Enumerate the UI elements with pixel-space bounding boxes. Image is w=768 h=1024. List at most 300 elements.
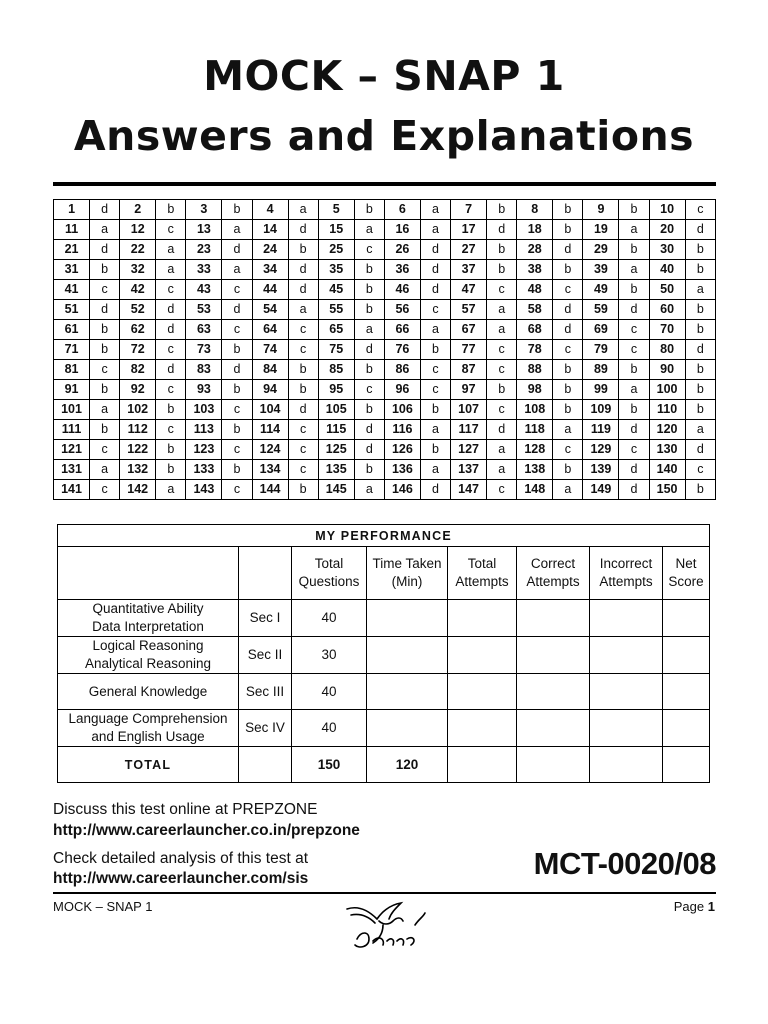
question-number: 46 <box>384 280 420 300</box>
answer-option: b <box>90 340 120 360</box>
answer-row <box>54 340 716 360</box>
discuss-text: Discuss this test online at PREPZONE <box>53 801 318 818</box>
questions-count: 40 <box>292 600 367 637</box>
answer-option: d <box>420 280 450 300</box>
question-number: 48 <box>517 280 553 300</box>
answer-option: a <box>619 260 649 280</box>
answer-row <box>54 420 716 440</box>
answer-row <box>54 220 716 240</box>
answer-option: b <box>685 480 715 500</box>
answer-option: c <box>619 440 649 460</box>
question-number: 110 <box>649 400 685 420</box>
answer-option: c <box>487 340 517 360</box>
question-number: 113 <box>186 420 222 440</box>
question-number: 42 <box>120 280 156 300</box>
answer-option: b <box>553 220 583 240</box>
question-number: 124 <box>252 440 288 460</box>
question-number: 115 <box>318 420 354 440</box>
area-label: Quantitative Ability Data Interpretation <box>58 600 239 637</box>
answer-option: d <box>354 440 384 460</box>
answer-option: d <box>487 220 517 240</box>
score-cell <box>663 600 710 637</box>
question-number: 140 <box>649 460 685 480</box>
answer-option: c <box>288 420 318 440</box>
question-number: 102 <box>120 400 156 420</box>
answer-option: b <box>156 460 186 480</box>
question-number: 123 <box>186 440 222 460</box>
question-number: 39 <box>583 260 619 280</box>
area-label: General Knowledge <box>58 674 239 710</box>
attempts-cell <box>448 637 517 674</box>
question-number: 126 <box>384 440 420 460</box>
question-number: 8 <box>517 200 553 220</box>
question-number: 142 <box>120 480 156 500</box>
answer-option: d <box>90 240 120 260</box>
answer-option: c <box>420 300 450 320</box>
question-number: 89 <box>583 360 619 380</box>
question-number: 78 <box>517 340 553 360</box>
correct-attempts-header: Correct Attempts <box>517 547 590 600</box>
questions-count: 40 <box>292 674 367 710</box>
question-number: 11 <box>54 220 90 240</box>
question-number: 18 <box>517 220 553 240</box>
question-number: 17 <box>451 220 487 240</box>
score-cell <box>663 637 710 674</box>
question-number: 73 <box>186 340 222 360</box>
answer-option: a <box>288 300 318 320</box>
answer-option: c <box>90 440 120 460</box>
question-number: 23 <box>186 240 222 260</box>
answer-row <box>54 360 716 380</box>
top-divider <box>53 182 716 186</box>
answer-option: c <box>487 480 517 500</box>
question-number: 82 <box>120 360 156 380</box>
answer-option: c <box>619 320 649 340</box>
answer-option: c <box>288 340 318 360</box>
question-number: 96 <box>384 380 420 400</box>
answer-option: b <box>420 400 450 420</box>
answer-row <box>54 300 716 320</box>
answer-option: b <box>619 360 649 380</box>
perf-row-sec-1 <box>58 600 710 637</box>
answer-option: c <box>354 380 384 400</box>
answer-option: b <box>288 480 318 500</box>
question-number: 68 <box>517 320 553 340</box>
question-number: 51 <box>54 300 90 320</box>
answer-option: d <box>222 300 252 320</box>
question-number: 114 <box>252 420 288 440</box>
answer-option: d <box>354 340 384 360</box>
answer-row <box>54 280 716 300</box>
question-number: 29 <box>583 240 619 260</box>
answer-option: a <box>222 260 252 280</box>
question-number: 97 <box>451 380 487 400</box>
attempts-cell <box>448 710 517 747</box>
sis-link[interactable]: http://www.careerlauncher.com/sis <box>53 870 309 887</box>
answer-option: d <box>156 300 186 320</box>
incorrect-attempts-header: Incorrect Attempts <box>590 547 663 600</box>
answer-option: c <box>222 480 252 500</box>
question-number: 117 <box>451 420 487 440</box>
question-number: 77 <box>451 340 487 360</box>
answer-option: b <box>553 400 583 420</box>
question-number: 150 <box>649 480 685 500</box>
question-number: 16 <box>384 220 420 240</box>
answer-option: d <box>685 220 715 240</box>
question-number: 131 <box>54 460 90 480</box>
answer-option: a <box>222 220 252 240</box>
question-number: 22 <box>120 240 156 260</box>
answer-option: b <box>90 260 120 280</box>
answer-option: d <box>619 420 649 440</box>
time-taken-header: Time Taken (Min) <box>367 547 448 600</box>
answer-option: d <box>553 240 583 260</box>
incorrect-cell <box>590 600 663 637</box>
total-questions: 150 <box>292 747 367 783</box>
question-number: 35 <box>318 260 354 280</box>
answer-option: a <box>354 480 384 500</box>
question-number: 118 <box>517 420 553 440</box>
correct-cell <box>517 747 590 783</box>
score-cell <box>663 710 710 747</box>
question-number: 30 <box>649 240 685 260</box>
question-number: 83 <box>186 360 222 380</box>
question-number: 55 <box>318 300 354 320</box>
answer-option: b <box>685 400 715 420</box>
question-number: 148 <box>517 480 553 500</box>
answer-option: b <box>288 360 318 380</box>
time-cell <box>367 637 448 674</box>
answer-option: d <box>619 300 649 320</box>
question-number: 138 <box>517 460 553 480</box>
answer-option: a <box>420 460 450 480</box>
question-number: 59 <box>583 300 619 320</box>
answer-option: b <box>487 200 517 220</box>
question-number: 34 <box>252 260 288 280</box>
page-indicator: Page 1 <box>673 899 715 914</box>
answer-option: b <box>685 320 715 340</box>
answer-option: d <box>354 420 384 440</box>
question-number: 62 <box>120 320 156 340</box>
question-number: 80 <box>649 340 685 360</box>
answer-option: a <box>420 420 450 440</box>
question-number: 20 <box>649 220 685 240</box>
question-number: 112 <box>120 420 156 440</box>
answer-option: a <box>487 460 517 480</box>
answer-option: d <box>685 340 715 360</box>
answer-option: b <box>619 400 649 420</box>
answer-option: b <box>222 460 252 480</box>
answer-option: b <box>685 360 715 380</box>
score-cell <box>663 674 710 710</box>
answer-option: b <box>288 380 318 400</box>
answer-option: c <box>288 440 318 460</box>
answer-key-table <box>53 199 716 500</box>
question-number: 125 <box>318 440 354 460</box>
answer-option: c <box>222 400 252 420</box>
incorrect-cell <box>590 747 663 783</box>
answer-option: d <box>487 420 517 440</box>
answer-row <box>54 400 716 420</box>
question-number: 26 <box>384 240 420 260</box>
answer-option: d <box>685 440 715 460</box>
perf-row-sec-4 <box>58 710 710 747</box>
answer-option: a <box>156 240 186 260</box>
time-cell <box>367 600 448 637</box>
answer-option: d <box>222 240 252 260</box>
perf-total-row <box>58 747 710 783</box>
question-number: 86 <box>384 360 420 380</box>
total-label: TOTAL <box>58 747 239 783</box>
question-number: 70 <box>649 320 685 340</box>
questions-count: 40 <box>292 710 367 747</box>
question-number: 120 <box>649 420 685 440</box>
question-number: 57 <box>451 300 487 320</box>
question-number: 47 <box>451 280 487 300</box>
answer-option: c <box>156 420 186 440</box>
answer-option: b <box>354 360 384 380</box>
answer-option: c <box>553 340 583 360</box>
answer-row <box>54 200 716 220</box>
question-number: 119 <box>583 420 619 440</box>
answer-option: d <box>288 400 318 420</box>
answer-option: b <box>222 340 252 360</box>
question-number: 106 <box>384 400 420 420</box>
prepzone-link[interactable]: http://www.careerlauncher.co.in/prepzone <box>53 822 360 839</box>
answer-option: a <box>685 420 715 440</box>
question-number: 71 <box>54 340 90 360</box>
answer-option: a <box>487 300 517 320</box>
question-number: 4 <box>252 200 288 220</box>
answer-option: c <box>685 200 715 220</box>
answer-option: a <box>685 280 715 300</box>
answer-row <box>54 480 716 500</box>
question-number: 147 <box>451 480 487 500</box>
answer-option: c <box>222 320 252 340</box>
question-number: 108 <box>517 400 553 420</box>
question-number: 100 <box>649 380 685 400</box>
total-questions-header: Total Questions <box>292 547 367 600</box>
title-line-1: MOCK – SNAP 1 <box>203 52 565 100</box>
answer-option: d <box>156 360 186 380</box>
area-label: Logical Reasoning Analytical Reasoning <box>58 637 239 674</box>
answer-option: b <box>685 260 715 280</box>
question-number: 116 <box>384 420 420 440</box>
answer-option: b <box>222 380 252 400</box>
footer-doc-title: MOCK – SNAP 1 <box>53 899 153 914</box>
incorrect-cell <box>590 710 663 747</box>
answer-option: d <box>288 220 318 240</box>
question-number: 101 <box>54 400 90 420</box>
incorrect-cell <box>590 637 663 674</box>
answer-option: b <box>288 240 318 260</box>
question-number: 94 <box>252 380 288 400</box>
question-number: 143 <box>186 480 222 500</box>
answer-option: c <box>685 460 715 480</box>
question-number: 141 <box>54 480 90 500</box>
area-label: Language Comprehension and English Usage <box>58 710 239 747</box>
answer-option: a <box>156 480 186 500</box>
question-number: 79 <box>583 340 619 360</box>
question-number: 107 <box>451 400 487 420</box>
attempts-cell <box>448 747 517 783</box>
answer-option: b <box>487 380 517 400</box>
answer-option: c <box>619 340 649 360</box>
question-number: 56 <box>384 300 420 320</box>
question-number: 98 <box>517 380 553 400</box>
question-number: 52 <box>120 300 156 320</box>
area-header <box>58 547 239 600</box>
question-number: 132 <box>120 460 156 480</box>
question-number: 67 <box>451 320 487 340</box>
answer-option: b <box>553 200 583 220</box>
question-number: 90 <box>649 360 685 380</box>
answer-row <box>54 320 716 340</box>
answer-option: b <box>487 260 517 280</box>
answer-option: a <box>619 220 649 240</box>
answer-row <box>54 460 716 480</box>
answer-option: b <box>90 380 120 400</box>
correct-cell <box>517 600 590 637</box>
answer-option: b <box>90 320 120 340</box>
question-number: 144 <box>252 480 288 500</box>
section-label: Sec I <box>239 600 292 637</box>
question-number: 76 <box>384 340 420 360</box>
answer-option: c <box>288 460 318 480</box>
question-number: 36 <box>384 260 420 280</box>
analysis-text: Check detailed analysis of this test at <box>53 850 309 867</box>
question-number: 87 <box>451 360 487 380</box>
question-number: 21 <box>54 240 90 260</box>
answer-option: c <box>420 360 450 380</box>
correct-cell <box>517 710 590 747</box>
question-number: 1 <box>54 200 90 220</box>
answer-option: a <box>90 460 120 480</box>
question-number: 121 <box>54 440 90 460</box>
answer-option: a <box>354 220 384 240</box>
question-number: 74 <box>252 340 288 360</box>
question-number: 14 <box>252 220 288 240</box>
question-number: 85 <box>318 360 354 380</box>
question-number: 139 <box>583 460 619 480</box>
answer-option: a <box>420 320 450 340</box>
question-number: 109 <box>583 400 619 420</box>
question-number: 19 <box>583 220 619 240</box>
question-number: 32 <box>120 260 156 280</box>
answer-option: b <box>156 440 186 460</box>
answer-option: c <box>354 240 384 260</box>
answer-option: d <box>619 460 649 480</box>
question-number: 5 <box>318 200 354 220</box>
answer-option: d <box>619 480 649 500</box>
question-number: 95 <box>318 380 354 400</box>
answer-option: b <box>619 240 649 260</box>
answer-option: d <box>288 260 318 280</box>
answer-option: b <box>354 400 384 420</box>
question-number: 133 <box>186 460 222 480</box>
question-number: 81 <box>54 360 90 380</box>
answer-option: c <box>288 320 318 340</box>
section-label: Sec II <box>239 637 292 674</box>
answer-option: c <box>487 360 517 380</box>
answer-option: b <box>222 200 252 220</box>
question-number: 31 <box>54 260 90 280</box>
question-number: 91 <box>54 380 90 400</box>
question-number: 69 <box>583 320 619 340</box>
answer-option: c <box>90 360 120 380</box>
answer-option: c <box>156 340 186 360</box>
question-number: 129 <box>583 440 619 460</box>
question-number: 111 <box>54 420 90 440</box>
question-number: 53 <box>186 300 222 320</box>
answer-option: a <box>90 220 120 240</box>
answer-option: b <box>90 420 120 440</box>
question-number: 7 <box>451 200 487 220</box>
answer-option: a <box>553 420 583 440</box>
section-label: Sec III <box>239 674 292 710</box>
question-number: 61 <box>54 320 90 340</box>
answer-option: b <box>354 260 384 280</box>
answer-option: b <box>619 280 649 300</box>
answer-option: d <box>90 300 120 320</box>
question-number: 65 <box>318 320 354 340</box>
answer-option: c <box>553 280 583 300</box>
answer-option: d <box>288 280 318 300</box>
question-number: 40 <box>649 260 685 280</box>
answer-option: a <box>619 380 649 400</box>
incorrect-cell <box>590 674 663 710</box>
question-number: 135 <box>318 460 354 480</box>
answer-option: d <box>90 200 120 220</box>
answer-option: b <box>420 340 450 360</box>
answer-option: c <box>222 440 252 460</box>
answer-option: a <box>420 200 450 220</box>
question-number: 149 <box>583 480 619 500</box>
answer-option: b <box>156 200 186 220</box>
question-number: 13 <box>186 220 222 240</box>
score-cell <box>663 747 710 783</box>
answer-option: b <box>685 380 715 400</box>
question-number: 60 <box>649 300 685 320</box>
question-number: 145 <box>318 480 354 500</box>
answer-option: b <box>553 260 583 280</box>
answer-option: b <box>354 280 384 300</box>
question-number: 10 <box>649 200 685 220</box>
section-header <box>239 547 292 600</box>
answer-option: a <box>487 320 517 340</box>
total-attempts-header: Total Attempts <box>448 547 517 600</box>
question-number: 127 <box>451 440 487 460</box>
answer-option: b <box>420 440 450 460</box>
question-number: 130 <box>649 440 685 460</box>
answer-option: a <box>354 320 384 340</box>
question-number: 103 <box>186 400 222 420</box>
answer-option: b <box>354 300 384 320</box>
answer-option: c <box>553 440 583 460</box>
question-number: 33 <box>186 260 222 280</box>
question-number: 25 <box>318 240 354 260</box>
answer-option: a <box>288 200 318 220</box>
test-code: MCT-0020/08 <box>533 846 716 881</box>
question-number: 72 <box>120 340 156 360</box>
question-number: 15 <box>318 220 354 240</box>
question-number: 104 <box>252 400 288 420</box>
question-number: 99 <box>583 380 619 400</box>
answer-option: b <box>619 200 649 220</box>
question-number: 37 <box>451 260 487 280</box>
answer-option: d <box>420 240 450 260</box>
answer-option: d <box>420 260 450 280</box>
